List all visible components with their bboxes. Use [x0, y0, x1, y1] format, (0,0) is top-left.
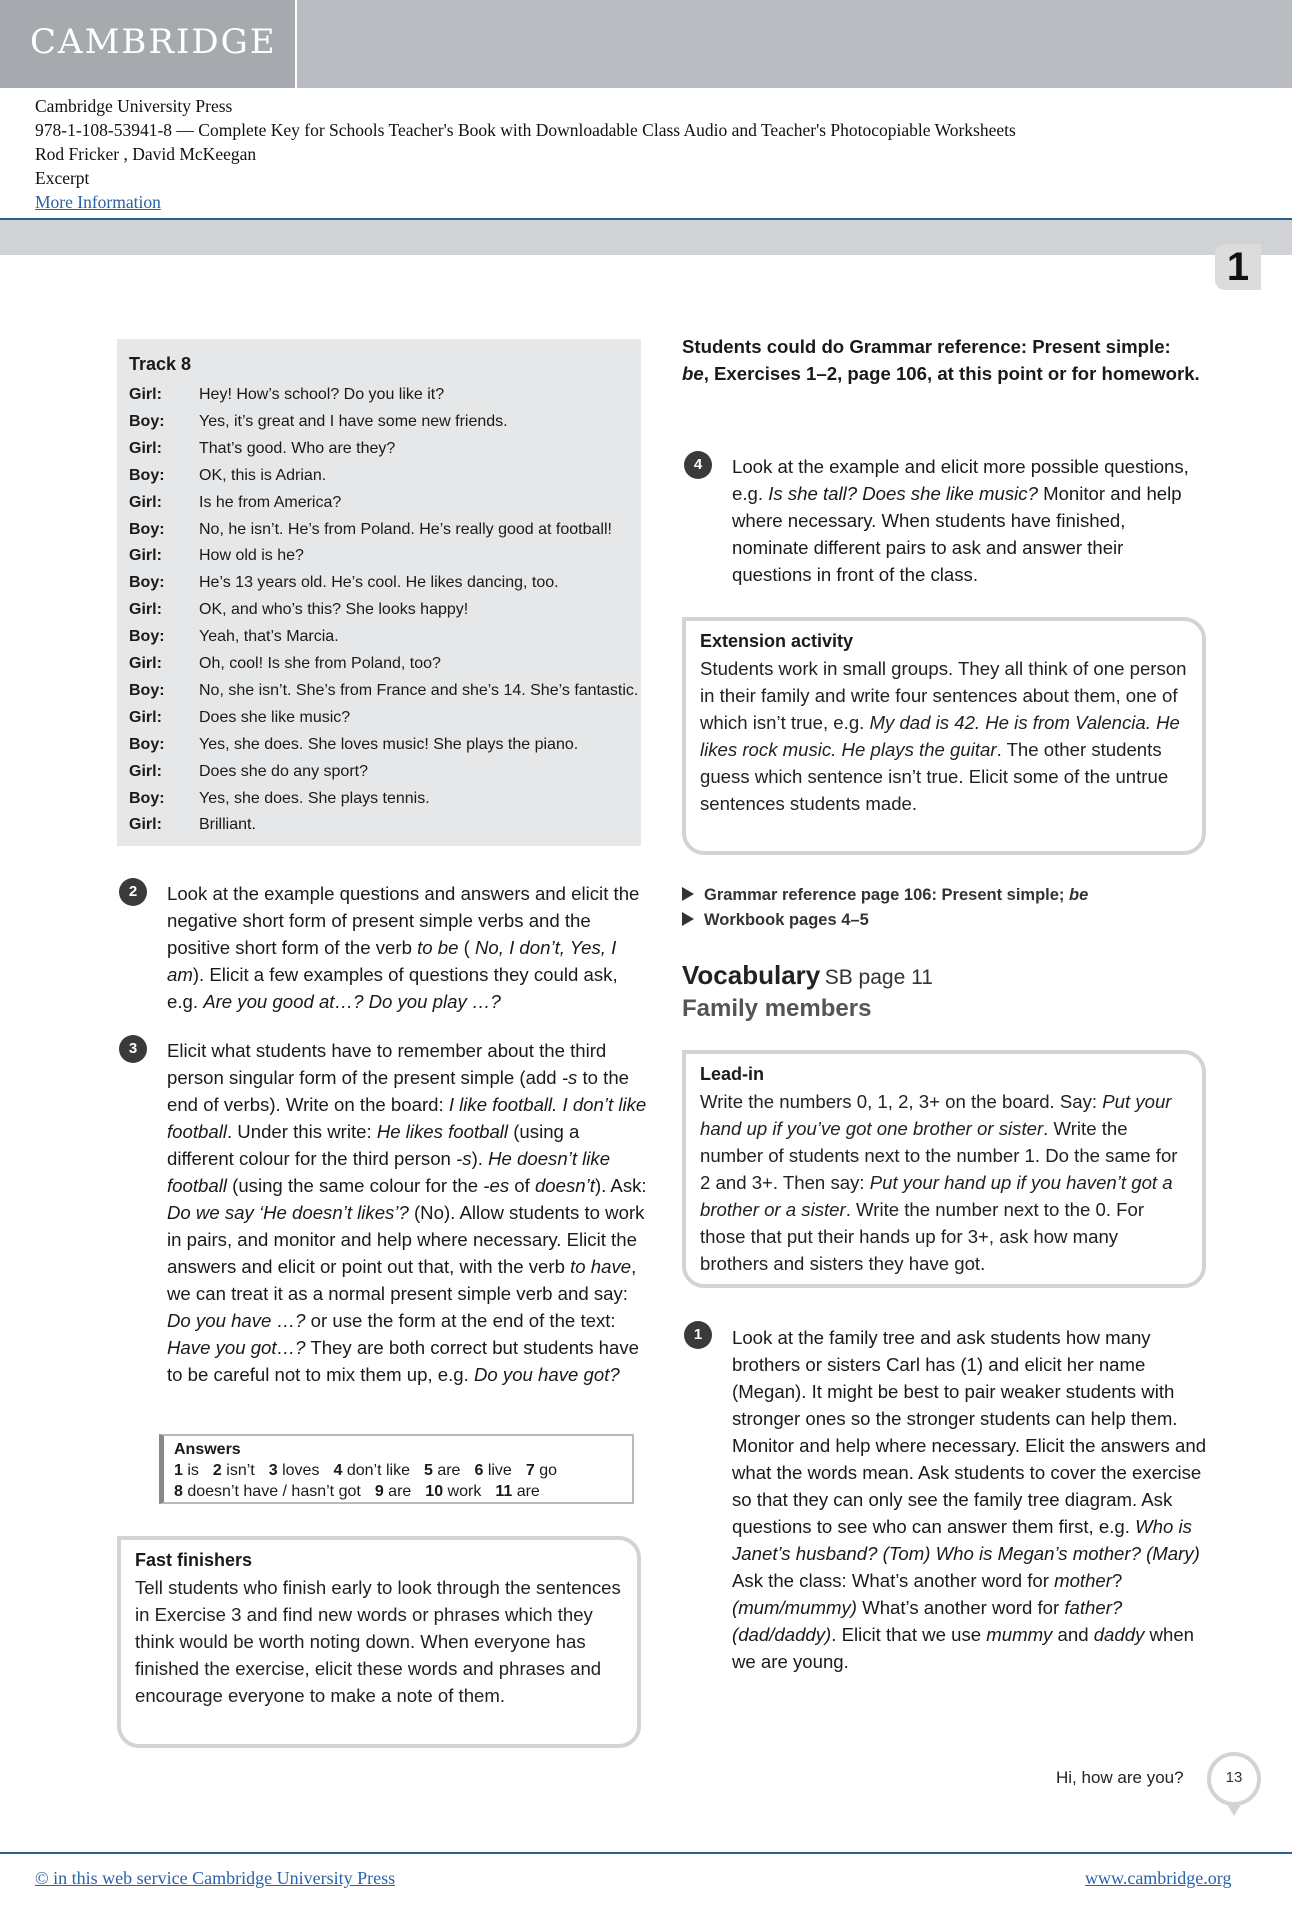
line-text: No, he isn’t. He’s from Poland. He’s really good at football! [199, 520, 612, 538]
transcript-line [129, 381, 444, 408]
speaker-label: Boy: [129, 574, 165, 592]
answer-text: work [447, 1483, 482, 1500]
unit-number-tab: 1 [1215, 244, 1261, 290]
step-2-text: Look at the example questions and answers and elicit the negative short form of present simple verbs and the positive short form of the verb to be ( No, I don’t, Yes, I am). Elicit a few examples of questions they could ask, e.g. Are you good at…? Do you play …? [167, 883, 640, 1012]
transcript-line [129, 811, 256, 838]
answer-number: 3 [268, 1462, 278, 1479]
line-text: No, she isn’t. She’s from France and she’s 14. She’s fantastic. [199, 681, 639, 699]
transcript-line [129, 462, 326, 489]
answer-text: don’t like [346, 1462, 410, 1479]
speaker-label: Boy: [129, 628, 165, 646]
step-1-number: 1 [684, 1321, 712, 1349]
triangle-bullet-icon [682, 887, 694, 901]
answer-text: isn’t [226, 1462, 255, 1479]
answer-number: 9 [374, 1483, 384, 1500]
transcript-line [129, 677, 638, 704]
speaker-label: Boy: [129, 466, 165, 484]
answer-number: 8 [174, 1483, 183, 1500]
fast-finishers-box [117, 1536, 641, 1748]
speaker-label: Boy: [129, 735, 165, 753]
transcript-line [129, 542, 304, 569]
line-text: Yes, she does. She loves music! She plays the piano. [199, 735, 579, 753]
lead-in-title: Lead-in [700, 1064, 765, 1084]
transcript-line [129, 569, 559, 596]
speaker-label: Girl: [129, 493, 162, 511]
speaker-label: Boy: [129, 681, 165, 699]
speaker-label: Girl: [129, 762, 162, 780]
step-4-text: Look at the example and elicit more possible questions, e.g. Is she tall? Does she like music? Monitor and help where necessary. When students have finished, nominate different pairs to ask and answer their questions in front of the class. [732, 456, 1189, 585]
answer-number: 5 [423, 1462, 433, 1479]
vocabulary-heading: Vocabulary [682, 960, 821, 990]
publisher: Cambridge University Press [35, 96, 233, 116]
transcript-line [129, 731, 578, 758]
sb-page-ref: SB page 11 [824, 966, 933, 989]
line-text: Is he from America? [199, 493, 342, 511]
transcript-line [129, 596, 468, 623]
fast-finishers-body: Tell students who finish early to look through the sentences in Exercise 3 and find new words or phrases which they think would be worth noting down. When everyone has finished the exercise, elicit these words and phrases and encourage everyone to make a note of them. [135, 1577, 621, 1706]
answers-row-2 [174, 1481, 622, 1502]
page-number: 13 [1207, 1752, 1261, 1806]
vocabulary-subheading: Family members [682, 995, 872, 1022]
extension-activity-title: Extension activity [700, 631, 854, 651]
answer-text: loves [282, 1462, 320, 1479]
grammar-reference-note: Students could do Grammar reference: Present simple: be, Exercises 1–2, page 106, at this point or for homework. [682, 336, 1200, 384]
running-footer-title: Hi, how are you? [1056, 1768, 1184, 1787]
step-2-number: 2 [119, 878, 147, 906]
transcript-line [129, 758, 368, 785]
transcript-line [129, 408, 508, 435]
track-transcript-box [117, 339, 641, 846]
footer-rule [0, 1852, 1292, 1854]
extension-activity-body: Students work in small groups. They all think of one person in their family and write four sentences about them, one of which isn’t true, e.g. My dad is 42. He is from Valencia. He likes rock music. He plays the guitar. The other students guess which sentence isn’t true. Elicit some of the untrue sentences students made. [700, 658, 1187, 814]
answer-number: 7 [525, 1462, 535, 1479]
excerpt-label: Excerpt [35, 168, 90, 188]
grammar-reference-link[interactable]: Grammar reference page 106: Present simple; be [682, 886, 1088, 905]
speaker-label: Boy: [129, 520, 165, 538]
workbook-reference-link[interactable]: Workbook pages 4–5 [682, 911, 869, 930]
line-text: Yes, she does. She plays tennis. [199, 789, 430, 807]
answer-text: are [437, 1462, 461, 1479]
answer-text: live [487, 1462, 512, 1479]
isbn-title: 978-1-108-53941-8 — Complete Key for Schools Teacher's Book with Downloadable Class Audio and Teacher's Photocopiable Worksheets [35, 120, 1016, 140]
transcript-line [129, 516, 612, 543]
answer-number: 1 [174, 1462, 183, 1479]
speaker-label: Girl: [129, 386, 162, 403]
transcript-line [129, 623, 339, 650]
transcript-line [129, 785, 430, 812]
line-text: Oh, cool! Is she from Poland, too? [199, 655, 441, 672]
speaker-label: Girl: [129, 601, 162, 619]
line-text: OK, and who’s this? She looks happy! [199, 601, 469, 619]
answer-number: 2 [212, 1462, 222, 1479]
line-text: That’s good. Who are they? [199, 439, 396, 457]
speaker-label: Girl: [129, 655, 162, 672]
answers-title: Answers [174, 1441, 241, 1458]
line-text: He’s 13 years old. He’s cool. He likes dancing, too. [199, 574, 559, 592]
track-title: Track 8 [129, 354, 192, 374]
website-link[interactable]: www.cambridge.org [1085, 1868, 1232, 1888]
line-text: Does she do any sport? [199, 762, 368, 780]
step-4-number: 4 [684, 451, 712, 479]
speaker-label: Boy: [129, 789, 165, 807]
answer-number: 10 [425, 1483, 444, 1500]
fast-finishers-title: Fast finishers [135, 1550, 253, 1570]
lead-in-body: Write the numbers 0, 1, 2, 3+ on the board. Say: Put your hand up if you’ve got one brother or sister. Write the number of students next to the number 1. Do the same for 2 and 3+. Then say: Put your hand up if you haven’t got a brother or a sister. Write the number next to the 0. For those that put their hands up for 3+, ask how many brothers and sisters they have got. [700, 1091, 1178, 1274]
speaker-label: Boy: [129, 412, 165, 430]
answer-text: are [516, 1483, 540, 1500]
line-text: How old is he? [199, 547, 304, 565]
authors: Rod Fricker , David McKeegan [35, 144, 257, 164]
speaker-label: Girl: [129, 547, 162, 565]
header-gray-band [0, 220, 1292, 255]
extension-activity-box [682, 617, 1206, 855]
transcript-line [129, 650, 441, 677]
line-text: Hey! How’s school? Do you like it? [199, 386, 445, 403]
speaker-label: Girl: [129, 816, 162, 834]
line-text: Yeah, that’s Marcia. [199, 628, 339, 646]
answer-number: 6 [474, 1462, 484, 1479]
line-text: OK, this is Adrian. [199, 466, 327, 484]
step-3-number: 3 [119, 1035, 147, 1063]
answer-text: doesn’t have / hasn’t got [187, 1483, 361, 1500]
speaker-label: Girl: [129, 708, 162, 726]
cambridge-logo[interactable]: CAMBRIDGE [30, 22, 277, 62]
answer-number: 11 [495, 1483, 513, 1500]
answer-number: 4 [333, 1462, 343, 1479]
book-meta [35, 94, 1016, 214]
answer-text: is [187, 1462, 199, 1479]
answers-row-1 [174, 1460, 622, 1481]
answers-box [159, 1434, 634, 1504]
transcript-line [129, 489, 341, 516]
line-text: Does she like music? [199, 708, 351, 726]
answer-text: are [388, 1483, 412, 1500]
line-text: Yes, it’s great and I have some new friends. [199, 412, 508, 430]
line-text: Brilliant. [199, 816, 256, 834]
vocabulary-section-header [682, 960, 933, 1023]
copyright-link[interactable]: © in this web service Cambridge University Press [35, 1868, 396, 1888]
transcript-line [129, 704, 350, 731]
more-information-link[interactable]: More Information [35, 192, 161, 212]
triangle-bullet-icon [682, 912, 694, 926]
step-1-text: Look at the family tree and ask students how many brothers or sisters Carl has (1) and elicit her name (Megan). It might be best to pair weaker students with stronger ones so the stronger students can help them. Monitor and help where necessary. Elicit the answers and what the words mean. Ask students to cover the exercise so that they can only see the family tree diagram. Ask questions to see who can answer them first, e.g. Who is Janet’s husband? (Tom) Who is Megan’s mother? (Mary) Ask the class: What’s another word for mother? (mum/mummy) What’s another word for father? (dad/daddy). Elicit that we use mummy and daddy when we are young. [732, 1327, 1207, 1672]
lead-in-box [682, 1050, 1206, 1288]
step-3-text: Elicit what students have to remember about the third person singular form of the present simple (add -s to the end of verbs). Write on the board: I like football. I don’t like football. Under this write: He likes football (using a different colour for the third person -s). He doesn’t like football (using the same colour for the -es of doesn’t). Ask: Do we say ‘He doesn’t likes’? (No). Allow students to work in pairs, and monitor and help where necessary. Elicit the answers and elicit or point out that, with the verb to have, we can treat it as a normal present simple verb and say: Do you have …? or use the form at the end of the text: Have you got…? They are both correct but students have to be careful not to mix them up, e.g. Do you have got? [167, 1040, 647, 1385]
answer-text: go [539, 1462, 557, 1479]
speaker-label: Girl: [129, 439, 162, 457]
transcript-line [129, 435, 395, 462]
